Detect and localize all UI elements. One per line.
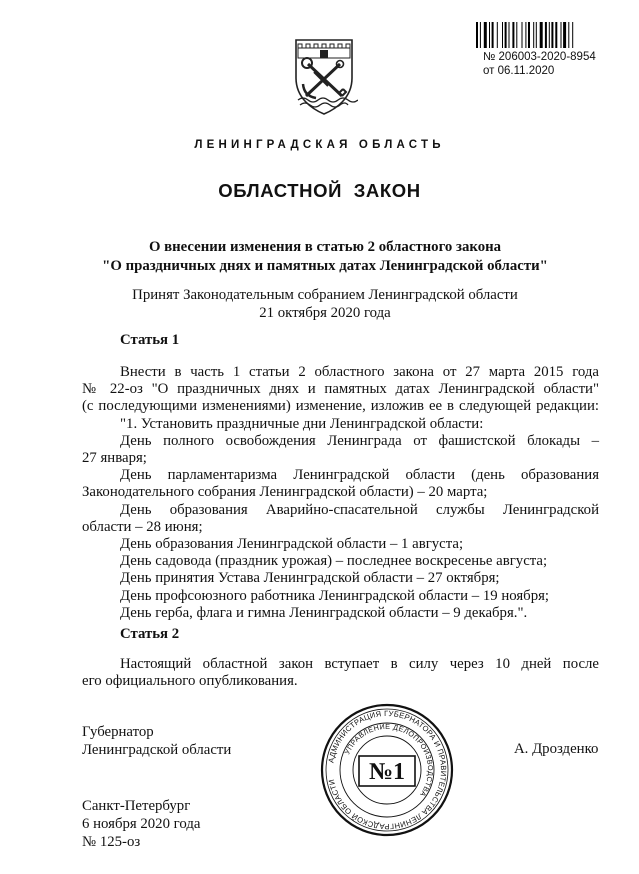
article-2-text-line: Настоящий областной закон вступает в силу через 10 дней после xyxy=(120,656,599,672)
seal-inner-text: УПРАВЛЕНИЕ ДЕЛОПРОИЗВОДСТВА xyxy=(342,721,436,799)
law-subject-line: О внесении изменения в статью 2 областного закона xyxy=(148,239,502,255)
seal-ring-text: АДМИНИСТРАЦИЯ ГУБЕРНАТОРА И ПРАВИТЕЛЬСТВА ЛЕНИНГРАДСКОЙ ОБЛАСТИ xyxy=(326,708,449,832)
article-1-text-line: (с последующими изменениями) изменение, изложив ее в следующей редакции: xyxy=(82,398,599,415)
holiday-item: День садовода (праздник урожая) – последнее воскресенье августа; xyxy=(120,553,548,570)
official-seal xyxy=(319,702,455,838)
law-subject xyxy=(60,238,590,276)
registration-number: № 206003-2020-8954 xyxy=(483,51,596,63)
barcode xyxy=(476,22,606,48)
signatory-title xyxy=(82,723,231,759)
article-1-heading: Статья 1 xyxy=(120,332,180,348)
signing-city: Санкт-Петербург xyxy=(82,798,191,814)
holiday-item: 27 января; xyxy=(82,450,147,467)
signing-place-block xyxy=(82,797,200,851)
holiday-item: День парламентаризма Ленинградской области (день образования xyxy=(120,467,599,484)
signatory-name: А. Дрозденко xyxy=(514,741,599,757)
coat-of-arms-emblem xyxy=(290,38,358,116)
article-1-body xyxy=(82,364,599,622)
holiday-list-heading: "1. Установить праздничные дни Ленинградской области: xyxy=(120,415,484,432)
registration-stamp xyxy=(483,50,596,78)
registration-date: от 06.11.2020 xyxy=(483,65,555,77)
seal-center-number: №1 xyxy=(368,759,406,785)
law-type-title: ОБЛАСТНОЙ ЗАКОН xyxy=(218,180,421,201)
region-heading: ЛЕНИНГРАДСКАЯ ОБЛАСТЬ xyxy=(194,139,445,151)
adoption-line: Принят Законодательным собранием Ленинградской области xyxy=(132,287,518,303)
article-1-text-line: Внести в часть 1 статьи 2 областного закона от 27 марта 2015 года xyxy=(120,364,599,380)
holiday-item: Законодательного собрания Ленинградской области) – 20 марта; xyxy=(82,484,488,501)
holiday-item: День образования Ленинградской области – 1 августа; xyxy=(120,536,464,553)
holiday-item: День герба, флага и гимна Ленинградской области – 9 декабря.". xyxy=(120,604,528,621)
article-1-text-line: № 22-оз "О праздничных днях и памятных датах Ленинградской области" xyxy=(82,381,599,398)
article-2-text-line: его официального опубликования. xyxy=(82,673,298,690)
law-subject-line: "О праздничных днях и памятных датах Ленинградской области" xyxy=(102,258,548,274)
adoption-date: 21 октября 2020 года xyxy=(259,305,391,321)
law-number: № 125-оз xyxy=(82,834,141,850)
article-2-heading: Статья 2 xyxy=(120,626,180,642)
holiday-item: области – 28 июня; xyxy=(82,518,203,535)
signatory-title-line: Ленинградской области xyxy=(82,742,232,758)
holiday-item: День принятия Устава Ленинградской области – 27 октября; xyxy=(120,570,500,587)
signatory-title-line: Губернатор xyxy=(82,724,154,740)
holiday-item: День профсоюзного работника Ленинградской области – 19 ноября; xyxy=(120,587,550,604)
article-2-body xyxy=(82,656,599,690)
signing-date: 6 ноября 2020 года xyxy=(82,816,201,832)
holiday-item: День образования Аварийно-спасательной службы Ленинградской xyxy=(120,501,599,518)
adoption-note xyxy=(60,286,590,322)
holiday-item: День полного освобождения Ленинграда от фашистской блокады – xyxy=(120,432,599,449)
